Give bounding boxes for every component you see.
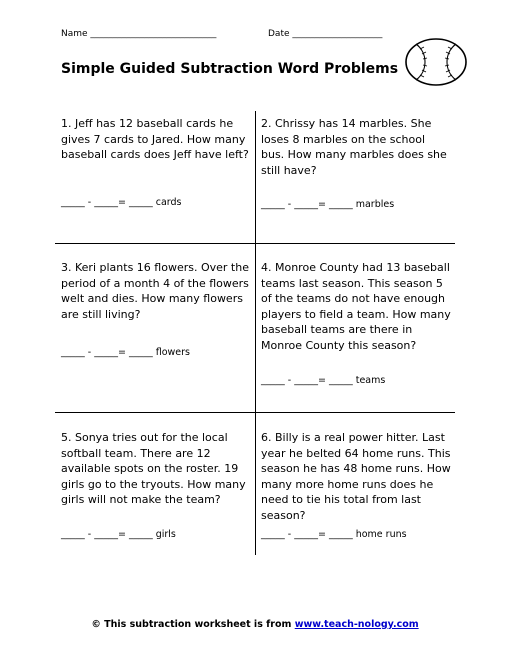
grid-vertical-divider <box>255 111 256 555</box>
problem-1 <box>61 116 251 208</box>
name-line: Name ____________________________ <box>61 29 217 39</box>
answer-line: _____ - _____= _____ home runs <box>261 529 407 540</box>
answer-line: _____ - _____= _____ teams <box>261 375 386 386</box>
problem-3 <box>61 260 251 358</box>
problem-6 <box>261 430 451 540</box>
problem-question: 2. Chrissy has 14 marbles. She loses 8 marbles on the school bus. How many marbles does she still have? <box>261 117 447 177</box>
answer-line: _____ - _____= _____ flowers <box>61 347 190 358</box>
problem-2 <box>261 116 451 210</box>
problem-question: 3. Keri plants 16 flowers. Over the period of a month 4 of the flowers welt and dies. How many flowers are still living? <box>61 261 249 321</box>
answer-line: _____ - _____= _____ marbles <box>261 199 395 210</box>
problem-question: 4. Monroe County had 13 baseball teams last season. This season 5 of the teams do not have enough players to field a team. How many baseball teams are there in Monroe County this season? <box>261 261 451 352</box>
baseball-icon <box>404 37 468 87</box>
footer-text: © This subtraction worksheet is from <box>91 619 295 630</box>
worksheet-title: Simple Guided Subtraction Word Problems <box>61 61 399 77</box>
problem-question: 1. Jeff has 12 baseball cards he gives 7 cards to Jared. How many baseball cards does Jeff have left? <box>61 117 249 161</box>
answer-line: _____ - _____= _____ girls <box>61 529 176 540</box>
problem-question: 6. Billy is a real power hitter. Last year he belted 64 home runs. This season he has 48 home runs. How many more home runs does he need to tie his total from last season? <box>261 431 451 522</box>
answer-line: _____ - _____= _____ cards <box>61 197 182 208</box>
problem-4 <box>261 260 451 386</box>
problem-5 <box>61 430 251 540</box>
date-line: Date ____________________ <box>268 29 383 39</box>
grid-horizontal-divider <box>55 412 455 413</box>
footer-link[interactable]: www.teach-nology.com <box>294 619 419 630</box>
grid-horizontal-divider <box>55 243 455 244</box>
footer-credit <box>0 619 510 630</box>
problem-question: 5. Sonya tries out for the local softball team. There are 12 available spots on the roster. 19 girls go to the tryouts. How many girls will not make the team? <box>61 431 246 506</box>
